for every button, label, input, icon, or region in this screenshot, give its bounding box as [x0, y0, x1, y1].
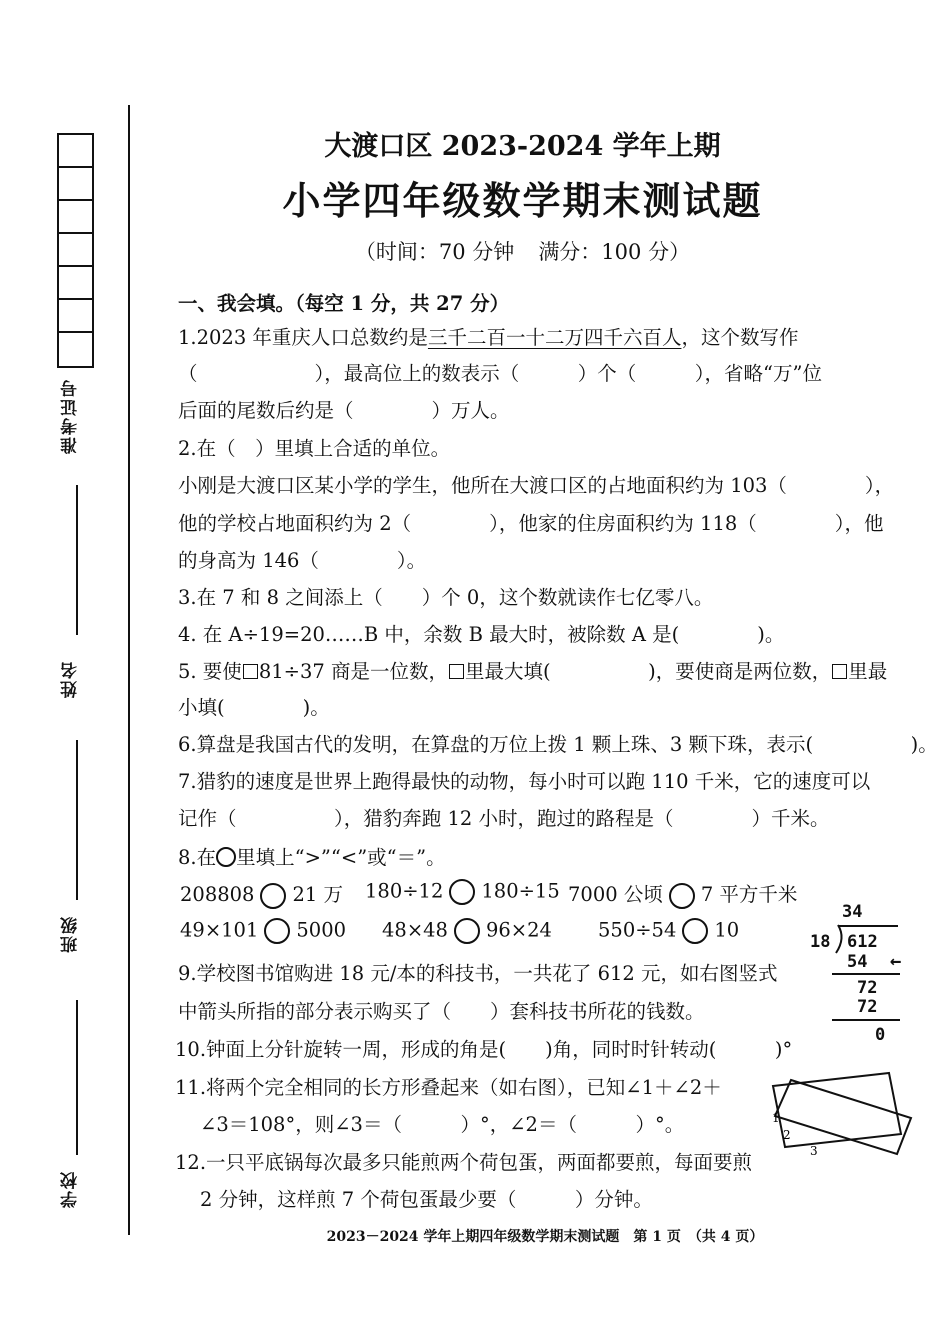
- compare-circle[interactable]: [449, 879, 475, 905]
- q5-text-b: 81÷37 商是一位数，: [258, 660, 448, 683]
- question-1-line2[interactable]: （ ），最高位上的数表示（ ）个（ ），省略“万”位: [178, 362, 822, 385]
- q8-right: 7 平方千米: [700, 883, 798, 906]
- blank-square-icon: [449, 664, 464, 679]
- q8-item[interactable]: [365, 879, 560, 905]
- q5-text-c: 里最大填( )，要使商是两位数，: [464, 660, 832, 683]
- question-4[interactable]: 4. 在 A÷19=20……B 中，余数 B 最大时，被除数 A 是( )。: [178, 623, 785, 646]
- ld-line2: [832, 1019, 900, 1021]
- blank-square-icon: [243, 664, 258, 679]
- question-2-line2[interactable]: 小刚是大渡口区某小学的学生，他所在大渡口区的占地面积约为 103（ ），: [178, 474, 895, 497]
- compare-circle[interactable]: [264, 918, 290, 944]
- compare-circle[interactable]: [454, 918, 480, 944]
- question-11-line1: 11.将两个完全相同的长方形叠起来（如右图），已知∠1＋∠2＋: [175, 1076, 722, 1099]
- q8-left: 48×48: [382, 918, 448, 942]
- q1-underlined: 三千二百一十二万四千六百人: [427, 326, 682, 349]
- q8-intro-a: 8.在: [178, 846, 217, 869]
- section-heading: 一、我会填。（每空 1 分，共 27 分）: [178, 292, 510, 315]
- q8-right: 180÷15: [481, 879, 560, 903]
- circle-blank-icon: [216, 847, 236, 867]
- question-9-line2[interactable]: 中箭头所指的部分表示购买了（ ）套科技书所花的钱数。: [178, 1000, 705, 1023]
- q8-item[interactable]: [382, 918, 552, 944]
- exam-number-box[interactable]: [59, 267, 92, 300]
- question-9-line1: 9.学校图书馆购进 18 元/本的科技书，一共花了 612 元，如右图竖式: [178, 962, 778, 985]
- question-7-line1: 7.猎豹的速度是世界上跑得最快的动物，每小时可以跑 110 千米，它的速度可以: [178, 770, 871, 793]
- q8-item[interactable]: [180, 879, 343, 909]
- question-2-line4[interactable]: 的身高为 146（ ）。: [178, 549, 427, 572]
- fig-label-3: 3: [810, 1144, 818, 1158]
- ld-bracket: [834, 924, 848, 954]
- q8-right: 96×24: [485, 918, 552, 942]
- q8-item[interactable]: [568, 879, 797, 909]
- q8-right: 21 万: [292, 883, 343, 906]
- q8-right: 10: [714, 918, 740, 942]
- question-2-line3[interactable]: 他的学校占地面积约为 2（ ），他家的住房面积约为 118（ ），他: [178, 512, 884, 535]
- q8-left: 550÷54: [598, 918, 677, 942]
- ld-step2: 72: [857, 978, 878, 998]
- compare-circle[interactable]: [669, 883, 695, 909]
- exam-title-line2: 小学四年级数学期末测试题: [282, 178, 763, 223]
- ld-divisor: 18: [810, 932, 831, 952]
- overlapping-rectangles-figure: [765, 1070, 915, 1160]
- exam-number-box[interactable]: [59, 300, 92, 333]
- name-label: 姓名: [61, 660, 81, 698]
- question-6[interactable]: 6.算盘是我国古代的发明，在算盘的万位上拨 1 颗上珠、3 颗下珠，表示( )。: [178, 733, 938, 756]
- q8-left: 7000 公顷: [568, 883, 663, 906]
- question-8-intro: [178, 842, 446, 870]
- ld-remainder: 0: [875, 1025, 886, 1045]
- question-12-line2[interactable]: 2 分钟，这样煎 7 个荷包蛋最少要（ ）分钟。: [200, 1188, 653, 1211]
- question-5-line2[interactable]: 小填( )。: [178, 696, 330, 719]
- q8-right: 5000: [296, 918, 347, 942]
- question-3[interactable]: 3.在 7 和 8 之间添上（ ）个 0，这个数就读作七亿零八。: [178, 586, 714, 609]
- exam-number-box[interactable]: [59, 333, 92, 366]
- binding-separator: [128, 105, 130, 1235]
- q5-text-d: 里最: [848, 660, 888, 683]
- page-footer: 2023－2024 学年上期四年级数学期末测试题 第 1 页 （共 4 页）: [326, 1229, 764, 1245]
- q8-intro-b: 里填上“>”“<”或“＝”。: [236, 846, 446, 869]
- question-10[interactable]: 10.钟面上分针旋转一周，形成的角是( )角，同时时针转动( )°: [175, 1038, 793, 1061]
- exam-time: （时间：70 分钟: [354, 240, 515, 264]
- question-2-line1: 2.在（ ）里填上合适的单位。: [178, 437, 451, 460]
- ld-arrow-icon: ←: [890, 950, 902, 972]
- q8-left: 180÷12: [365, 879, 444, 903]
- q8-item[interactable]: [180, 918, 346, 944]
- q8-left: 208808: [180, 883, 255, 906]
- name-blank-line[interactable]: [76, 485, 78, 635]
- fig-label-2: 2: [783, 1128, 791, 1142]
- fig-label-1: 1: [772, 1111, 780, 1125]
- ld-step3: 72: [857, 997, 878, 1017]
- question-12-line1: 12.一只平底锅每次最多只能煎两个荷包蛋，两面都要煎，每面要煎: [175, 1151, 753, 1174]
- class-label: 班级: [61, 915, 81, 953]
- exam-number-label: 准考证号: [61, 378, 81, 454]
- compare-circle[interactable]: [260, 883, 286, 909]
- q8-left: 49×101: [180, 918, 259, 942]
- ld-step1: 54: [847, 952, 868, 972]
- question-7-line2[interactable]: 记作（ ），猎豹奔跑 12 小时，跑过的路程是（ ）千米。: [178, 807, 830, 830]
- question-1-line3[interactable]: 后面的尾数后约是（ ）万人。: [178, 399, 510, 422]
- ld-quotient: 34: [842, 902, 863, 922]
- exam-title-line1: 大渡口区 2023-2024 学年上期: [324, 131, 721, 162]
- blank-square-icon: [832, 664, 847, 679]
- q1-suffix: ，这个数写作: [681, 326, 799, 349]
- ld-dividend: 612: [847, 932, 878, 952]
- q1-prefix: 1.2023 年重庆人口总数约是: [178, 326, 428, 349]
- school-blank-line[interactable]: [76, 1000, 78, 1155]
- ld-line1: [832, 973, 900, 975]
- question-11-line2[interactable]: ∠3＝108°，则∠3＝（ ）°，∠2＝（ ）°。: [200, 1113, 685, 1136]
- exam-time-score: [0, 236, 950, 266]
- question-1-line1: [178, 322, 798, 350]
- school-label: 学校: [61, 1170, 81, 1208]
- exam-score: 满分：100 分）: [538, 240, 691, 264]
- class-blank-line[interactable]: [76, 740, 78, 900]
- q5-text-a: 5. 要使: [178, 660, 242, 683]
- q8-item[interactable]: [598, 918, 739, 944]
- compare-circle[interactable]: [682, 918, 708, 944]
- question-5-line1[interactable]: [178, 656, 887, 684]
